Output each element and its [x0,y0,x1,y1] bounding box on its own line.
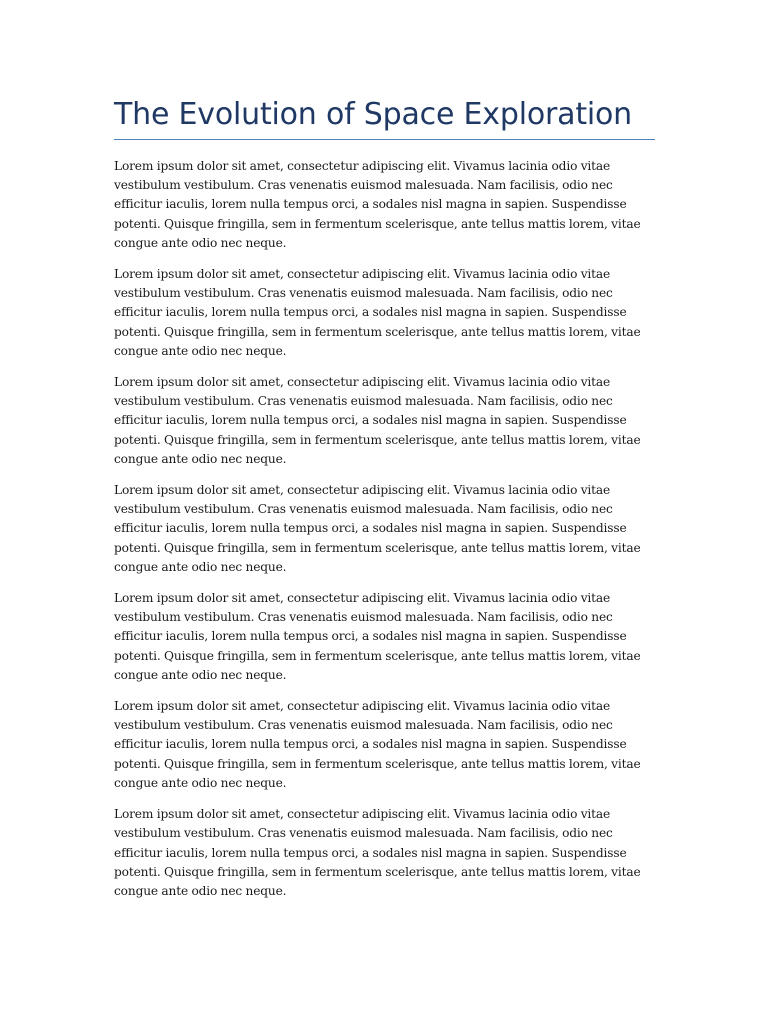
body-paragraph: Lorem ipsum dolor sit amet, consectetur adipiscing elit. Vivamus lacinia odio vitae vestibulum vestibulum. Cras venenatis euismod malesuada. Nam facilisis, odio nec efficitur iaculis, lorem nulla tempus orci, a sodales nisl magna in sapien. Suspendisse potenti. Quisque fringilla, sem in fermentum scelerisque, ante tellus mattis lorem, vitae congue ante odio nec neque. [114,267,641,358]
document-page [114,0,655,913]
body-paragraph: Lorem ipsum dolor sit amet, consectetur adipiscing elit. Vivamus lacinia odio vitae vestibulum vestibulum. Cras venenatis euismod malesuada. Nam facilisis, odio nec efficitur iaculis, lorem nulla tempus orci, a sodales nisl magna in sapien. Suspendisse potenti. Quisque fringilla, sem in fermentum scelerisque, ante tellus mattis lorem, vitae congue ante odio nec neque. [114,483,641,574]
body-paragraph: Lorem ipsum dolor sit amet, consectetur adipiscing elit. Vivamus lacinia odio vitae vestibulum vestibulum. Cras venenatis euismod malesuada. Nam facilisis, odio nec efficitur iaculis, lorem nulla tempus orci, a sodales nisl magna in sapien. Suspendisse potenti. Quisque fringilla, sem in fermentum scelerisque, ante tellus mattis lorem, vitae congue ante odio nec neque. [114,807,641,898]
body-paragraph: Lorem ipsum dolor sit amet, consectetur adipiscing elit. Vivamus lacinia odio vitae vestibulum vestibulum. Cras venenatis euismod malesuada. Nam facilisis, odio nec efficitur iaculis, lorem nulla tempus orci, a sodales nisl magna in sapien. Suspendisse potenti. Quisque fringilla, sem in fermentum scelerisque, ante tellus mattis lorem, vitae congue ante odio nec neque. [114,591,641,682]
document-body [114,157,655,901]
body-paragraph: Lorem ipsum dolor sit amet, consectetur adipiscing elit. Vivamus lacinia odio vitae vestibulum vestibulum. Cras venenatis euismod malesuada. Nam facilisis, odio nec efficitur iaculis, lorem nulla tempus orci, a sodales nisl magna in sapien. Suspendisse potenti. Quisque fringilla, sem in fermentum scelerisque, ante tellus mattis lorem, vitae congue ante odio nec neque. [114,699,641,790]
body-paragraph: Lorem ipsum dolor sit amet, consectetur adipiscing elit. Vivamus lacinia odio vitae vestibulum vestibulum. Cras venenatis euismod malesuada. Nam facilisis, odio nec efficitur iaculis, lorem nulla tempus orci, a sodales nisl magna in sapien. Suspendisse potenti. Quisque fringilla, sem in fermentum scelerisque, ante tellus mattis lorem, vitae congue ante odio nec neque. [114,375,641,466]
document-title: The Evolution of Space Exploration [114,97,632,132]
title-divider [114,139,655,140]
body-paragraph: Lorem ipsum dolor sit amet, consectetur adipiscing elit. Vivamus lacinia odio vitae vestibulum vestibulum. Cras venenatis euismod malesuada. Nam facilisis, odio nec efficitur iaculis, lorem nulla tempus orci, a sodales nisl magna in sapien. Suspendisse potenti. Quisque fringilla, sem in fermentum scelerisque, ante tellus mattis lorem, vitae congue ante odio nec neque. [114,159,641,250]
